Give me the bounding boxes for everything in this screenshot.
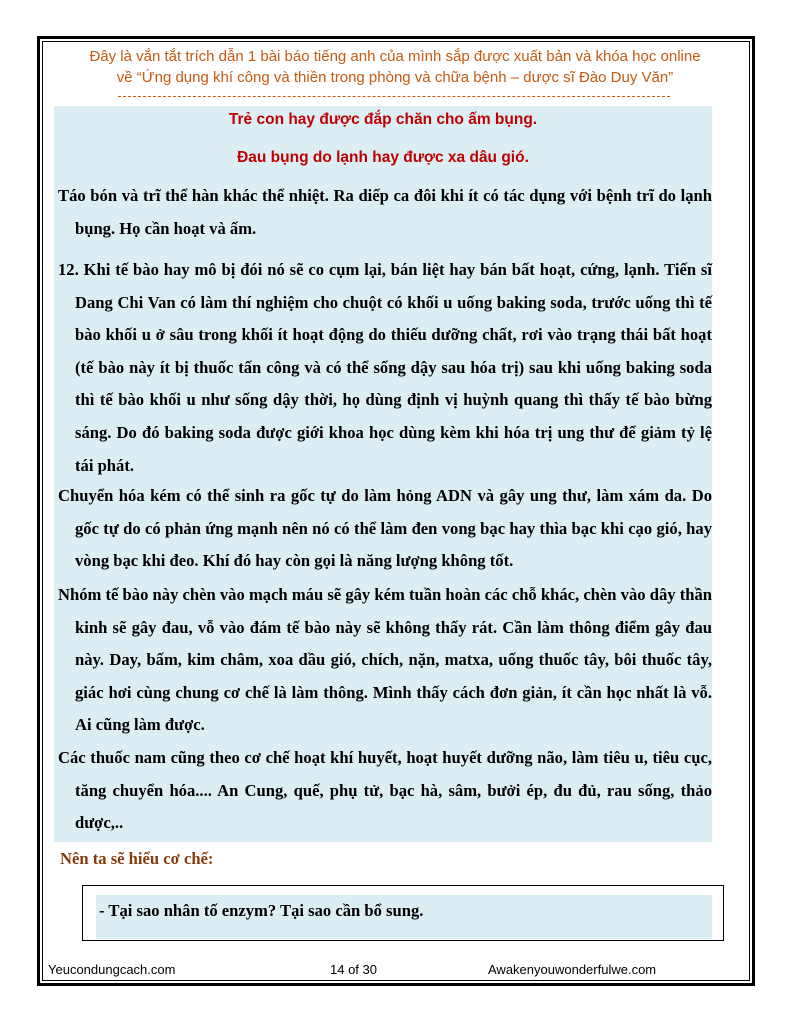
- highlight-line-1: Trẻ con hay được đắp chăn cho ấm bụng.: [228, 111, 538, 128]
- paragraph-herbal-medicine: Các thuốc nam cũng theo cơ chế hoạt khí huyết, hoạt huyết dưỡng não, làm tiêu u, tiêu cục, tăng chuyển hóa.... An Cung, quế, phụ tử, bạc hà, sâm, bưởi ép, đu đủ, rau sống, thảo dược,..: [58, 748, 712, 833]
- page-header: [50, 46, 740, 88]
- footer-right-site: Awakenyouwonderfulwe.com: [488, 962, 657, 977]
- question-text: - Tại sao nhân tố enzym? Tại sao cần bổ sung.: [99, 901, 424, 920]
- paragraph-constipation: Táo bón và trĩ thể hàn khác thể nhiệt. Ra diếp ca đôi khi ít có tác dụng với bệnh trĩ do lạnh bụng. Họ cần hoạt và ấm.: [58, 186, 712, 238]
- footer-page-number: 14 of 30: [330, 962, 377, 977]
- highlight-line-2: Đau bụng do lạnh hay được xa dâu gió.: [237, 149, 529, 166]
- paragraph-cell-group: Nhóm tế bào này chèn vào mạch máu sẽ gây kém tuần hoàn các chỗ khác, chèn vào dây thần kinh sẽ gây đau, vỗ vào đám tế bào này sẽ không thấy rát. Cần làm thông điểm gây đau này. Day, bấm, kim châm, xoa dầu gió, chích, nặn, matxa, uống thuốc tây, bôi thuốc tây, giác hơi cùng chung cơ chế là làm thông. Mình thấy cách đơn giản, ít cần học nhất là vỗ. Ai cũng làm được.: [58, 585, 712, 735]
- section-heading: Nên ta sẽ hiểu cơ chế:: [60, 849, 214, 868]
- header-divider: [118, 96, 670, 97]
- footer-left-site: Yeucondungcach.com: [48, 962, 176, 977]
- paragraph-cell-hunger: 12. Khi tế bào hay mô bị đói nó sẽ co cụm lại, bán liệt hay bán bất hoạt, cứng, lạnh. Tiến sĩ Dang Chi Van có làm thí nghiệm cho chuột có khối u uống baking soda, trước uống thì tế bào khối u ở sâu trong khối ít hoạt động do thiếu dưỡng chất, rơi vào trạng thái bất hoạt (tế bào này ít bị thuốc tấn công và có thể sống dậy sau hóa trị) sau khi uống baking soda thì tế bào khối u như sống dậy thời, họ dùng định vị huỳnh quang thì thấy tế bào bừng sáng. Do đó baking soda được giới khoa học dùng kèm khi hóa trị ung thư để giảm tỷ lệ tái phát.: [58, 260, 712, 475]
- header-line-1: Đây là vắn tắt trích dẫn 1 bài báo tiếng anh của mình sắp được xuất bản và khóa học online: [89, 48, 701, 65]
- header-line-2: về “Ứng dụng khí công và thiền trong phòng và chữa bệnh – dược sĩ Đào Duy Văn”: [116, 69, 674, 86]
- paragraph-metabolism: Chuyển hóa kém có thể sinh ra gốc tự do làm hỏng ADN và gây ung thư, làm xám da. Do gốc tự do có phản ứng mạnh nên nó có thể làm đen vong bạc hay thìa bạc khi cạo gió, hay vòng bạc khi đeo. Khí đó hay còn gọi là năng lượng không tốt.: [58, 486, 712, 571]
